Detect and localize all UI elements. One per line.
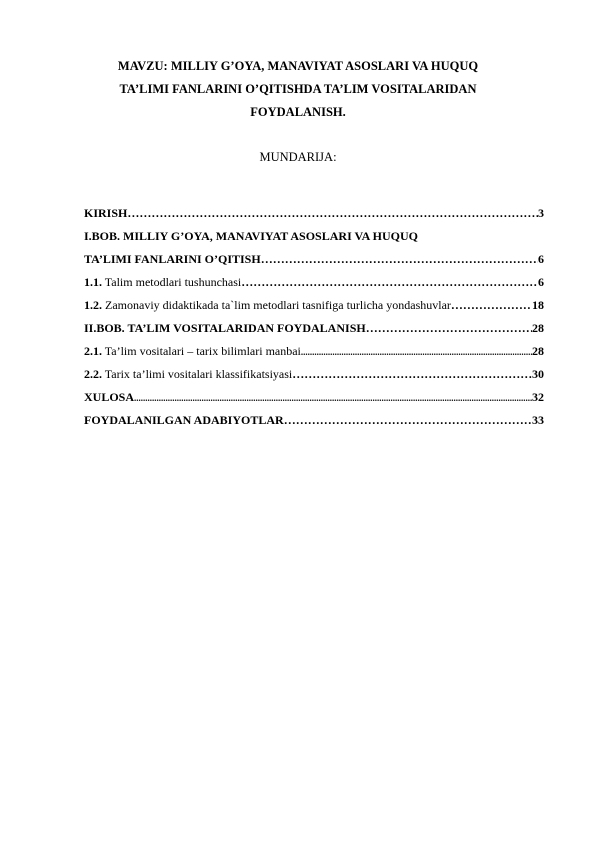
- toc-chapter-1-line-1[interactable]: I.BOB. MILLIY G’OYA, MANAVIYAT ASOSLARI VA HUQUQ: [84, 229, 418, 243]
- toc-page-number: 28: [532, 344, 544, 358]
- toc-section-number: 1.1.: [84, 275, 102, 289]
- toc-entry-chapter-2[interactable]: [84, 317, 544, 340]
- toc-page-number: 28: [532, 321, 544, 335]
- toc-label: [84, 294, 451, 317]
- toc-leader-dots: [292, 363, 532, 386]
- toc-section-title: Zamonaviy didaktikada ta`lim metodlari tasnifiga turlicha yondashuvlar: [102, 298, 451, 312]
- toc-label: [84, 363, 292, 386]
- toc-entry-2-1[interactable]: [84, 340, 544, 363]
- toc-page-number: 6: [538, 275, 544, 289]
- toc-section-title: Ta’lim vositalari – tarix bilimlari manbai: [102, 344, 301, 358]
- toc-leader-dots: [241, 271, 538, 294]
- toc-label: KIRISH: [84, 206, 128, 220]
- toc-label: II.BOB. TA’LIM VOSITALARIDAN FOYDALANISH: [84, 321, 366, 335]
- toc-entry-2-2[interactable]: [84, 363, 544, 386]
- toc-section-number: 2.2.: [84, 367, 102, 381]
- toc-entry-1-2[interactable]: [84, 294, 544, 317]
- toc-leader-dots: [301, 340, 532, 364]
- title-line-3: FOYDALANISH.: [250, 105, 346, 119]
- toc-section-title: Talim metodlari tushunchasi: [102, 275, 242, 289]
- toc-page-number: 33: [532, 413, 544, 427]
- toc-entry-xulosa[interactable]: [84, 386, 544, 409]
- toc-entry-kirish[interactable]: [84, 202, 544, 225]
- toc-entry-adabiyotlar[interactable]: [84, 409, 544, 432]
- toc-page-number: 3: [538, 206, 544, 220]
- toc-entry-1-1[interactable]: [84, 271, 544, 294]
- toc-label: [84, 271, 241, 294]
- toc-label: XULOSA: [84, 390, 135, 404]
- toc-page-number: 30: [532, 367, 544, 381]
- title-line-1: MAVZU: MILLIY G’OYA, MANAVIYAT ASOSLARI VA HUQUQ: [117, 59, 479, 73]
- toc-label: TA’LIMI FANLARINI O’QITISH: [84, 252, 261, 266]
- toc-page-number: 32: [532, 390, 544, 404]
- toc-leader-dots: [261, 248, 538, 271]
- toc-section-number: 2.1.: [84, 344, 102, 358]
- toc-page-number: 18: [532, 298, 544, 312]
- toc-heading: MUNDARIJA:: [259, 150, 337, 164]
- toc-entry-chapter-1[interactable]: [84, 248, 544, 271]
- toc-label: [84, 340, 301, 363]
- toc-label: FOYDALANILGAN ADABIYOTLAR: [84, 413, 284, 427]
- document-title: [60, 55, 536, 124]
- toc-leader-dots: [134, 386, 532, 410]
- toc-page-number: 6: [538, 252, 544, 266]
- toc-section-number: 1.2.: [84, 298, 102, 312]
- toc-leader-dots: [127, 202, 538, 225]
- toc-leader-dots: [366, 317, 532, 340]
- title-line-2: TA’LIMI FANLARINI O’QITISHDA TA’LIM VOSITALARIDAN: [119, 82, 477, 96]
- toc-leader-dots: [284, 409, 532, 432]
- table-of-contents: [84, 202, 544, 432]
- toc-section-title: Tarix ta’limi vositalari klassifikatsiyasi: [102, 367, 293, 381]
- toc-leader-dots: [451, 294, 532, 317]
